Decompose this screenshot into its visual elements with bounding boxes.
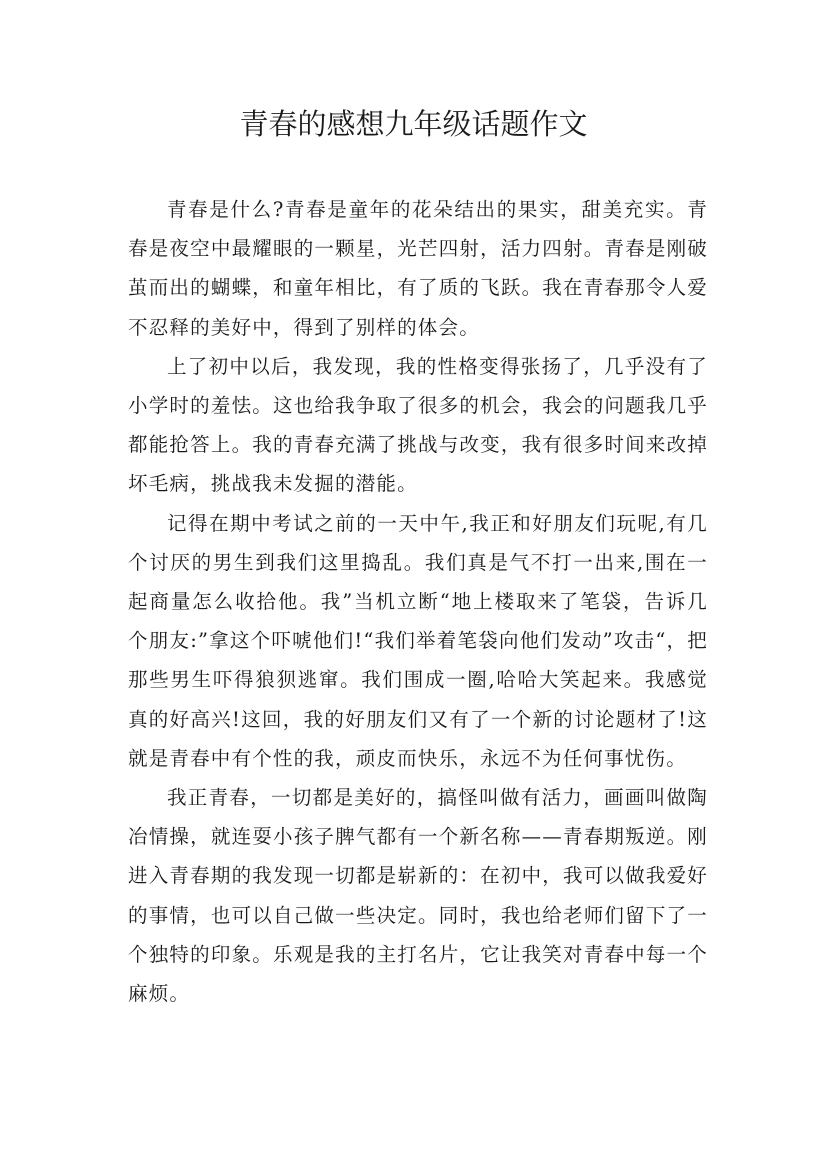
paragraph: 记得在期中考试之前的一天中午,我正和好朋友们玩呢,有几个讨厌的男生到我们这里捣乱。我们真是气不打一出来,围在一起商量怎么收拾他。我”当机立断“地上楼取来了笔袋，告诉几个朋友:”拿这个吓唬他们!“我们举着笔袋向他们发动”攻击“，把那些男生吓得狼狈逃窜。我们围成一圈,哈哈大笑起来。我感觉真的好高兴!这回，我的好朋友们又有了一个新的讨论题材了!这就是青春中有个性的我，顽皮而快乐，永远不为任何事忧伤。 [128, 511, 708, 770]
paragraph: 青春是什么?青春是童年的花朵结出的果实，甜美充实。青春是夜空中最耀眼的一颗星，光芒四射，活力四射。青春是刚破茧而出的蝴蝶，和童年相比，有了质的飞跃。我在青春那令人爱不忍释的美好中，得到了别样的体会。 [128, 198, 708, 339]
paragraph: 我正青春，一切都是美好的，搞怪叫做有活力，画画叫做陶冶情操，就连耍小孩子脾气都有一个新名称——青春期叛逆。刚进入青春期的我发现一切都是崭新的：在初中，我可以做我爱好的事情，也可以自己做一些决定。同时，我也给老师们留下了一个独特的印象。乐观是我的主打名片，它让我笑对青春中每一个麻烦。 [128, 786, 708, 1006]
paragraph: 上了初中以后，我发现，我的性格变得张扬了，几乎没有了小学时的羞怯。这也给我争取了很多的机会，我会的问题我几乎都能抢答上。我的青春充满了挑战与改变，我有很多时间来改掉坏毛病，挑战我未发掘的潜能。 [128, 354, 708, 496]
document-title: 青春的感想九年级话题作文 [239, 107, 588, 141]
document-body [128, 190, 708, 1013]
